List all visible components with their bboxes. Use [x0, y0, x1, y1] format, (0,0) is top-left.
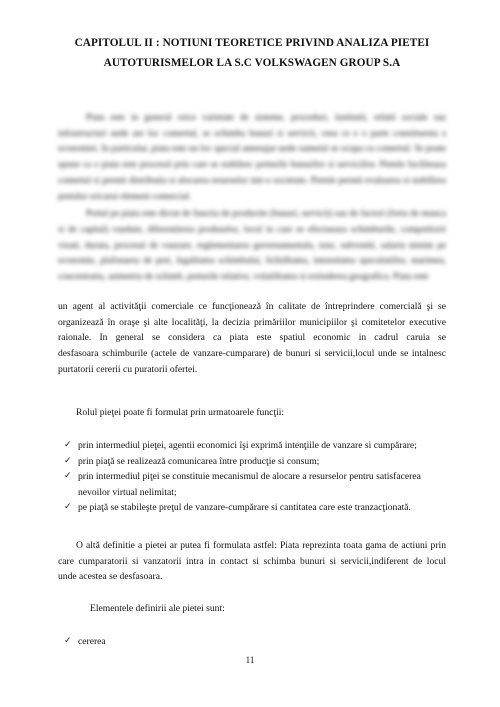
elements-checklist: [64, 634, 446, 650]
paragraph-line: unde acestea se desfasoara.: [58, 571, 163, 583]
list-item-text: pe piaţă se stabileşte preţul de vanzare-cumpărare si cantitatea care este tranzacţionată.: [78, 502, 411, 513]
list-item: [64, 469, 446, 500]
list-item-text: prin intermediul pieţei, agentii economici îşi exprimă intenţiile de vanzare si cumpărare;: [78, 440, 417, 451]
list-item: [64, 438, 446, 454]
paragraph-line: un agent al activităţii comerciale ce funcţionează în calitate de întreprindere comercială şi se: [58, 301, 446, 312]
alternate-definition-paragraph: [58, 538, 446, 585]
chapter-title-line-2: AUTOTURISMELOR LA S.C VOLKSWAGEN GROUP S.A: [103, 57, 401, 69]
list-item-text: prin piaţă se realizează comunicarea între producţie si consum;: [78, 455, 320, 467]
list-item: [64, 500, 446, 516]
check-icon: ✓: [64, 455, 72, 466]
check-icon: ✓: [64, 502, 72, 512]
paragraph-line: desfasoara schimburile (actele de vanzare-cumparare) de bunuri si servicii,locul unde se intalnesc: [58, 348, 446, 360]
paragraph-line: organizează în oraşe şi alte localităţi, la decizia primăriilor municipiilor şi comitetelor executive: [58, 316, 446, 328]
paragraph-line: raionale. In general se considera ca piata este spatiul economic in cadrul caruia se: [58, 332, 446, 344]
functions-checklist: [64, 438, 446, 516]
check-icon: ✓: [64, 471, 72, 481]
functions-intro: [58, 405, 446, 421]
list-item: [64, 634, 446, 650]
chapter-title: [60, 33, 444, 73]
blurred-text-block: [58, 111, 446, 286]
paragraph-line: O altă definitie a pietei ar putea fi formulata astfel: Piata reprezinta toata gama de actiuni prin: [76, 540, 446, 551]
check-icon: ✓: [64, 636, 72, 646]
functions-intro-text: Rolul pieţei poate fi formulat prin urmatoarele funcţii:: [76, 407, 285, 418]
page-number: 11: [245, 655, 255, 665]
blurred-paragraph-2: Pretul pe piata este dictat de functia de productie (bunuri, servicii) sau de factori (forta de munca si de capital) vandute, diferentierea produselor, locul in care se efectueaza schimburile, competitorii vizati, durata, procesul de vanzare, reglementarea guvernamentala, taxe, subventii, salariu minim pe economie, plafonarea de pret, legalitatea schimbului, lichiditatea, intensitatea speculatiilor, marimea, concentratia, asimetria de schimb, preturile relative, volatilitatea si extinderea geografica. Piata este: [58, 209, 446, 283]
list-item-text: prin intermediul piţei se constituie mecanismul de alocare a resurselor pentru satisfacerea: [78, 471, 421, 482]
market-definition-paragraph: [58, 299, 446, 378]
check-icon: ✓: [64, 440, 72, 450]
paragraph-line: care cumparatorii si vanzatorii intra in contact si schimba bunuri si servicii,indiferent de locul: [58, 555, 446, 567]
paragraph-line: purtatorii cererii cu puratorii ofertei.: [58, 363, 198, 375]
list-item-text: cererea: [78, 636, 106, 647]
chapter-title-line-1: CAPITOLUL II : NOTIUNI TEORETICE PRIVIND ANALIZA PIETEI: [74, 37, 430, 49]
blurred-paragraph-1: Piata este in general orice varietate de sisteme, proceduri, institutii, relatii sociale sau infrastructuri unde are loc comertul, se schimba bunuri si servicii, ceea ce e o parte constituenta a economiei. In particular, piata este un loc special amenajat unde oamenii se ocupa cu comertul. Se poate spune ca o piata este procesul prin care se stabilesc preturile bunurilor si serviciilor. Pietele faciliteaza comertul si permit distributia si alocarea resurselor intr-o societate. Pietele permit evaluarea si stabilirea pretului oricarui element comercial.: [58, 113, 446, 202]
elements-intro: [58, 601, 446, 617]
elements-intro-text: Elementele definirii ale pietei sunt:: [90, 603, 225, 614]
list-item: [64, 454, 446, 470]
list-item-text-continued: nevoilor virtual nelimitat;: [78, 486, 177, 498]
